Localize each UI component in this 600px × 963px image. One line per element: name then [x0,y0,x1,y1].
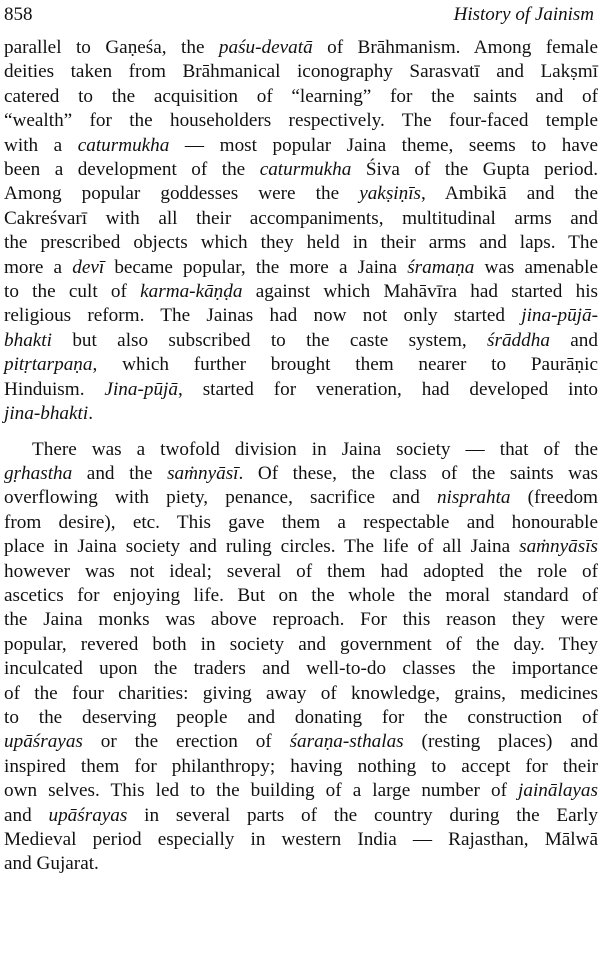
text-run: place in Jaina society and ruling circles. The life of all Jaina [4,536,520,558]
text-line [4,560,598,584]
text-run: (resting places) and [403,731,598,753]
text-line [4,109,598,133]
text-run: or the erection of [82,731,290,753]
text-run: the Jaina monks was above reproach. For this reason they were [4,609,598,631]
text-run: to the deserving people and donating for the construction of [4,706,598,728]
text-run: but also subscribed to the caste system, [51,329,488,351]
text-line [4,486,598,510]
text-run: , Ambikā and the [421,183,599,205]
text-run: popular, revered both in society and government of the day. They [4,633,598,655]
running-title: History of Jainism [453,4,594,25]
text-line [4,657,598,681]
italic-term: yakṣiṇīs [359,183,422,205]
italic-term: devī [72,256,105,278]
text-line [4,304,598,328]
text-run: There was a twofold division in Jaina society — that of the [32,438,598,460]
italic-term: śramaṇa [407,256,475,278]
text-line [4,682,598,706]
text-line [4,852,598,876]
italic-term: paśu-devatā [218,37,313,58]
text-line [4,60,598,84]
paragraph-2 [4,438,598,877]
text-line [4,755,598,779]
text-line [4,378,598,402]
text-run: and [4,804,49,826]
text-run: of Brāhmanism. Among female [312,37,598,58]
text-run: Cakreśvarī with all their accompaniments, multitudinal arms and [4,207,598,229]
text-run: Hinduism. [4,378,105,400]
text-line [4,706,598,730]
italic-term: caturmukha [259,159,352,181]
text-run: and Gujarat. [4,853,99,875]
text-run: catered to the acquisition of “learning” for the saints and of [4,85,598,107]
text-run: in several parts of the country during the Early [127,804,598,826]
text-run: to the cult of [4,281,141,303]
text-run: overflowing with piety, penance, sacrifice and [4,487,437,509]
text-run: inspired them for philanthropy; having nothing to accept for their [4,755,598,777]
italic-term: jina-pūjā- [521,305,598,327]
italic-term: caturmukha [77,134,170,156]
text-line [4,438,598,462]
text-line [4,402,598,426]
text-run: . [88,403,93,425]
text-run: became popular, the more a Jaina [104,256,408,278]
text-line [4,462,598,486]
text-run: deities taken from Brāhmanical iconography Sarasvatī and Lakṣmī [4,61,598,83]
text-line [4,158,598,182]
italic-term: nisprahta [436,487,511,509]
text-run: inculcated upon the traders and well-to-do classes the importance [4,658,598,680]
body-text [4,36,598,877]
italic-term: śaraṇa-sthalas [289,731,404,753]
text-run: , started for veneration, had developed into [177,378,598,400]
text-line [4,730,598,754]
text-run: and the [72,462,168,484]
text-line [4,511,598,535]
text-run: more a [4,256,73,278]
text-line [4,134,598,158]
text-run: religious reform. The Jainas had now not only started [4,305,522,327]
text-run: own selves. This led to the building of a large number of [4,780,519,802]
italic-term: pitṛtarpaṇa [4,354,93,376]
italic-term: karma-kāṇḍa [140,281,243,303]
italic-term: upāśrayas [48,804,128,826]
text-run: . Of these, the class of the saints was [238,462,598,484]
italic-term: saṁnyāsīs [519,536,598,558]
text-run: from desire), etc. This gave them a respectable and honourable [4,511,598,533]
text-line [4,828,598,852]
text-line [4,182,598,206]
text-line [4,633,598,657]
text-run: with a [4,134,78,156]
text-run: parallel to Gaṇeśa, the [4,37,219,58]
text-run: and [549,329,598,351]
italic-term: jainālayas [518,780,598,802]
italic-term: Jina-pūjā [104,378,178,400]
text-line [4,535,598,559]
paragraph-1 [4,36,598,427]
text-line [4,779,598,803]
text-run: of the four charities: giving away of knowledge, grains, medicines [4,682,598,704]
text-line [4,231,598,255]
text-line [4,207,598,231]
text-run: ascetics for enjoying life. But on the whole the moral standard of [4,584,598,606]
text-run: the prescribed objects which they held in their arms and laps. The [4,232,598,254]
italic-term: saṁnyāsī [167,462,239,484]
text-line [4,280,598,304]
text-line [4,256,598,280]
text-line [4,608,598,632]
text-run: — most popular Jaina theme, seems to have [169,134,598,156]
text-run: “wealth” for the householders respectively. The four-faced temple [4,110,598,132]
text-line [4,85,598,109]
text-run: Medieval period especially in western India — Rajasthan, Mālwā [4,829,598,850]
text-run: been a development of the [4,159,260,181]
italic-term: upāśrayas [4,731,83,753]
text-run: was amenable [474,256,598,278]
text-run: Among popular goddesses were the [4,183,360,205]
text-run: (freedom [510,487,598,509]
text-line [4,329,598,353]
page-number: 858 [4,4,33,25]
text-run: against which Mahāvīra had started his [242,281,599,303]
text-line [4,584,598,608]
text-run: , which further brought them nearer to Paurāṇic [92,354,598,376]
italic-term: bhakti [4,329,52,351]
italic-term: gṛhastha [4,462,73,484]
text-line [4,804,598,828]
text-line [4,353,598,377]
text-run: however was not ideal; several of them had adopted the role of [4,560,598,582]
page-header [4,2,594,28]
italic-term: jina-bhakti [4,403,89,425]
paragraph-gap [4,427,598,438]
italic-term: śrāddha [487,329,550,351]
text-line [4,36,598,60]
text-run: Śiva of the Gupta period. [351,159,599,181]
